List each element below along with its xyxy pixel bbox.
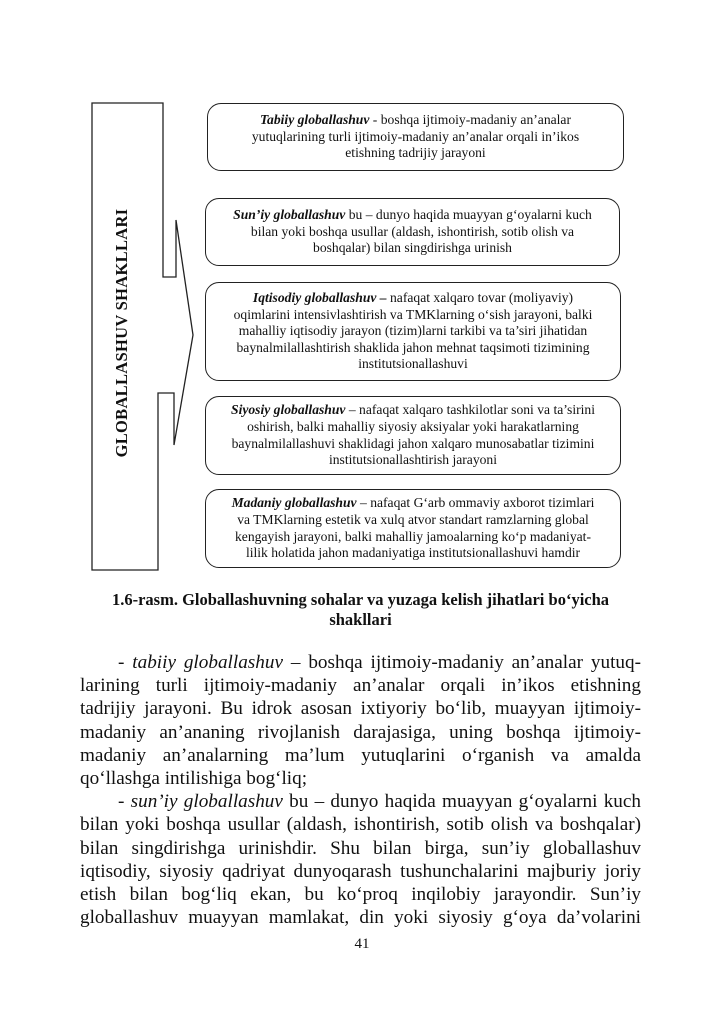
box-line: institutsionallashuvi bbox=[358, 356, 468, 372]
paragraph-line: qo‘llashga intilishiga bog‘liq; bbox=[80, 767, 308, 789]
box-line: bu – dunyo haqida muayyan g‘oyalarni kuch bbox=[345, 207, 592, 223]
figure-caption bbox=[80, 590, 641, 630]
paragraph-line: etish bilan bog‘liq ekan, bu ko‘proq inqilobiy jarayondir. Sun’iy bbox=[80, 883, 641, 905]
dash: - bbox=[118, 791, 131, 813]
box-line: - boshqa ijtimoiy-madaniy an’analar bbox=[369, 112, 571, 128]
box-line: mahalliy iqtisodiy jarayon (tizim)larni tarkibi va ta’siri jihatidan bbox=[238, 323, 588, 339]
box-line: – nafaqat xalqaro tashkilotlar soni va ta’sirini bbox=[345, 402, 595, 418]
box-term: Siyosiy globallashuv bbox=[231, 402, 346, 418]
box-line: baynalmilallashuvi shaklidagi jahon xalqaro munosabatlar tizimini bbox=[231, 435, 595, 451]
box-line: oqimlarini intensivlashtirish va TMKlarning o‘sish jarayoni, balki bbox=[233, 306, 593, 322]
box-term: Iqtisodiy globallashuv – bbox=[252, 290, 387, 306]
box-madaniy bbox=[205, 489, 621, 568]
paragraph-line: larining turli ijtimoiy-madaniy an’analar orqali in’ikos etishning bbox=[80, 675, 641, 697]
box-line: boshqalar) bilan singdirishga urinish bbox=[313, 240, 512, 256]
dash: - bbox=[118, 652, 133, 673]
box-line: oshirish, balki mahalliy siyosiy aksiyalar yoki harakatlarning bbox=[247, 418, 579, 434]
term: sun’iy globallashuv bbox=[130, 791, 283, 813]
box-iqtisodiy bbox=[205, 282, 621, 381]
body-text bbox=[80, 651, 641, 929]
box-suniy bbox=[205, 198, 620, 266]
caption-line: 1.6-rasm. Globallashuvning sohalar va yuzaga kelish jihatlari bo‘yicha bbox=[111, 590, 610, 609]
box-term: Madaniy globallashuv bbox=[231, 495, 357, 511]
box-line: baynalmilallashtirish shaklida jahon mehnat taqsimoti tizimining bbox=[236, 339, 590, 355]
box-line: kengayish jarayoni, balki mahalliy jamoalarning ko‘p madaniyat- bbox=[235, 528, 591, 544]
line-text: – boshqa ijtimoiy-madaniy an’analar yutuq- bbox=[282, 652, 641, 673]
paragraph-line: madaniy an’ananing rivojlanish darajasiga, uning boshqa ijtimoiy- bbox=[80, 721, 641, 743]
box-term: Tabiiy globallashuv bbox=[260, 112, 370, 128]
paragraph-line: madaniy an’analarning ma’lum yutuqlarini o‘rganish va amalda bbox=[80, 744, 641, 766]
box-line: – nafaqat G‘arb ommaviy axborot tizimlari bbox=[356, 495, 595, 511]
paragraph-line: iqtisodiy, siyosiy qadriyat dunyoqarash tushunchalarini majburiy joriy bbox=[80, 860, 641, 882]
paragraph-line: globallashuv muayyan mamlakat, din yoki siyosiy g‘oya da’volarini bbox=[80, 907, 641, 929]
box-line: institutsionallashtirish jarayoni bbox=[328, 452, 498, 468]
box-line: etishning tadrijiy jarayoni bbox=[345, 145, 486, 161]
caption-line: shakllari bbox=[329, 610, 392, 629]
paragraph-line bbox=[80, 790, 641, 813]
paragraph-line: bilan yoki boshqa usullar (aldash, ishontirish, sotib olish va boshqalar) bbox=[80, 814, 641, 836]
diagram-vertical-title: GLOBALLASHUV SHAKLLARI bbox=[112, 208, 131, 458]
line-text: bu – dunyo haqida muayyan g‘oyalarni kuch bbox=[282, 791, 642, 813]
term: tabiiy globallashuv bbox=[132, 652, 283, 673]
box-line: lilik holatida jahon madaniyatiga institutsionallashuvi hamdir bbox=[245, 545, 581, 561]
box-term: Sun’iy globallashuv bbox=[233, 207, 346, 223]
box-line: yutuqlarining turli ijtimoiy-madaniy an’analar orqali in’ikos bbox=[251, 128, 580, 144]
box-siyosiy bbox=[205, 396, 621, 475]
box-tabiiy bbox=[207, 103, 624, 171]
box-line: va TMKlarning estetik va xulq atvor standart ramzlarning global bbox=[237, 511, 589, 527]
paragraph-line: tadrijiy jarayoni. Bu idrok asosan ixtiyoriy bo‘lib, muayyan ijtimoiy- bbox=[80, 698, 641, 720]
page-number: 41 bbox=[354, 936, 370, 952]
paragraph-line bbox=[80, 651, 641, 674]
box-line: nafaqat xalqaro tovar (moliyaviy) bbox=[386, 290, 574, 306]
box-line: bilan yoki boshqa usullar (aldash, ishontirish, sotib olish va bbox=[250, 223, 575, 239]
paragraph-line: bilan singdirishga urinishdir. Shu bilan birga, sun’iy globallashuv bbox=[80, 837, 641, 859]
